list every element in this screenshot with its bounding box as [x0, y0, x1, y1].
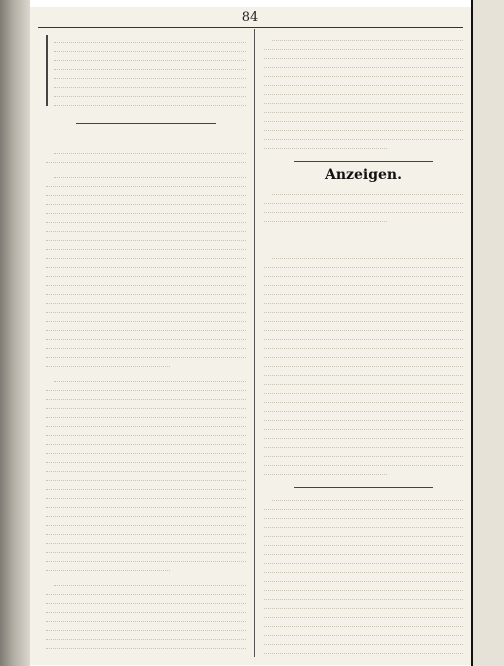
text-line — [46, 419, 246, 427]
text-line — [272, 33, 463, 41]
text-line — [46, 563, 170, 571]
text-line — [46, 359, 170, 367]
text-line — [54, 170, 246, 178]
text-line — [264, 583, 463, 591]
text-line — [264, 565, 463, 573]
text-line — [264, 502, 463, 510]
text-line — [264, 96, 463, 104]
text-line — [46, 410, 246, 418]
text-line — [46, 242, 246, 250]
text-line — [264, 431, 463, 439]
text-line — [264, 214, 387, 222]
text-line — [264, 51, 463, 59]
text-line — [46, 500, 246, 508]
text-line — [264, 87, 463, 95]
text-line — [264, 305, 463, 313]
text-line — [46, 482, 246, 490]
page-number: 84 — [241, 10, 259, 25]
text-line — [46, 224, 246, 232]
paragraph — [264, 33, 463, 149]
text-line — [264, 368, 463, 376]
text-line — [264, 547, 463, 555]
text-line — [46, 296, 246, 304]
text-line — [264, 350, 463, 358]
page — [30, 7, 471, 665]
paragraph — [46, 578, 246, 657]
text-line — [46, 350, 246, 358]
text-line — [46, 341, 246, 349]
text-line — [264, 42, 463, 50]
section-separator — [76, 123, 216, 124]
text-line — [46, 323, 246, 331]
text-line — [46, 446, 246, 454]
text-line — [264, 78, 463, 86]
text-line — [46, 287, 246, 295]
verse-block — [46, 35, 246, 106]
left-column — [46, 33, 246, 657]
text-line — [264, 610, 463, 618]
text-line — [264, 574, 463, 582]
text-line — [264, 655, 463, 657]
text-line — [46, 623, 246, 631]
text-line — [54, 578, 246, 586]
text-line — [264, 529, 463, 537]
text-line — [264, 556, 463, 564]
text-line — [264, 359, 463, 367]
adjacent-page-edge — [471, 0, 504, 666]
text-line — [264, 520, 463, 528]
text-line — [264, 287, 463, 295]
text-line — [46, 314, 246, 322]
text-line — [264, 511, 463, 519]
text-line — [46, 305, 246, 313]
text-line — [46, 251, 246, 259]
text-line — [264, 114, 463, 122]
text-line — [264, 296, 463, 304]
text-line — [46, 650, 246, 657]
text-line — [46, 554, 246, 562]
text-line — [264, 628, 463, 636]
text-line — [264, 422, 463, 430]
text-line — [54, 44, 246, 52]
text-line — [54, 35, 246, 43]
text-line — [54, 53, 246, 61]
text-line — [264, 404, 463, 412]
text-line — [54, 89, 246, 97]
text-line — [46, 596, 246, 604]
text-line — [264, 260, 463, 268]
text-line — [264, 123, 463, 131]
text-line — [264, 269, 463, 277]
text-line — [46, 332, 246, 340]
text-line — [54, 80, 246, 88]
text-line — [46, 215, 246, 223]
text-line — [46, 491, 246, 499]
text-line — [264, 332, 463, 340]
text-line — [46, 233, 246, 241]
text-line — [46, 455, 246, 463]
text-line — [264, 413, 463, 421]
text-line — [264, 341, 463, 349]
text-line — [46, 392, 246, 400]
text-line — [46, 197, 246, 205]
text-line — [46, 473, 246, 481]
text-line — [264, 637, 463, 645]
paragraph — [46, 170, 246, 367]
text-line — [46, 641, 246, 649]
text-line — [46, 437, 246, 445]
book-gutter-shadow — [0, 0, 30, 666]
text-line — [54, 374, 246, 382]
text-line — [272, 493, 463, 501]
text-line — [46, 605, 246, 613]
text-line — [272, 187, 463, 195]
text-line — [54, 146, 246, 154]
text-line — [264, 205, 463, 213]
text-line — [264, 601, 463, 609]
text-line — [46, 188, 246, 196]
section-title — [264, 235, 463, 248]
text-line — [46, 464, 246, 472]
text-line — [264, 538, 463, 546]
text-line — [264, 467, 387, 475]
text-line — [46, 428, 246, 436]
text-line — [46, 536, 246, 544]
right-column — [264, 33, 463, 657]
text-line — [46, 545, 246, 553]
text-line — [264, 196, 463, 204]
paragraph — [264, 493, 463, 657]
text-line — [54, 71, 246, 79]
text-line — [46, 269, 246, 277]
text-line — [264, 440, 463, 448]
text-line — [264, 386, 463, 394]
text-line — [272, 251, 463, 259]
text-line — [46, 179, 246, 187]
paragraph — [264, 251, 463, 475]
section-separator — [294, 487, 433, 488]
text-line — [46, 155, 246, 163]
text-line — [46, 383, 246, 391]
text-line — [264, 377, 463, 385]
paragraph — [264, 187, 463, 222]
text-line — [46, 278, 246, 286]
text-line — [46, 401, 246, 409]
text-line — [46, 206, 246, 214]
text-line — [264, 458, 463, 466]
text-line — [264, 60, 463, 68]
text-line — [46, 509, 246, 517]
text-line — [264, 449, 463, 457]
text-line — [264, 314, 463, 322]
text-line — [264, 278, 463, 286]
advertisements-heading: Anzeigen. — [325, 167, 402, 183]
text-line — [46, 518, 246, 526]
column-rule — [254, 29, 255, 657]
section-title — [46, 130, 246, 143]
paragraph — [46, 374, 246, 571]
text-line — [264, 619, 463, 627]
text-line — [46, 587, 246, 595]
text-line — [46, 260, 246, 268]
text-line — [46, 614, 246, 622]
section-separator — [294, 161, 433, 162]
text-line — [264, 395, 463, 403]
text-line — [54, 98, 246, 106]
text-line — [264, 646, 463, 654]
text-line — [264, 132, 463, 140]
paragraph — [46, 146, 246, 163]
text-line — [264, 141, 387, 149]
text-line — [264, 69, 463, 77]
text-line — [46, 527, 246, 535]
text-line — [54, 62, 246, 70]
text-line — [264, 323, 463, 331]
text-line — [46, 632, 246, 640]
text-line — [264, 105, 463, 113]
text-line — [264, 592, 463, 600]
header-rule — [38, 27, 463, 28]
